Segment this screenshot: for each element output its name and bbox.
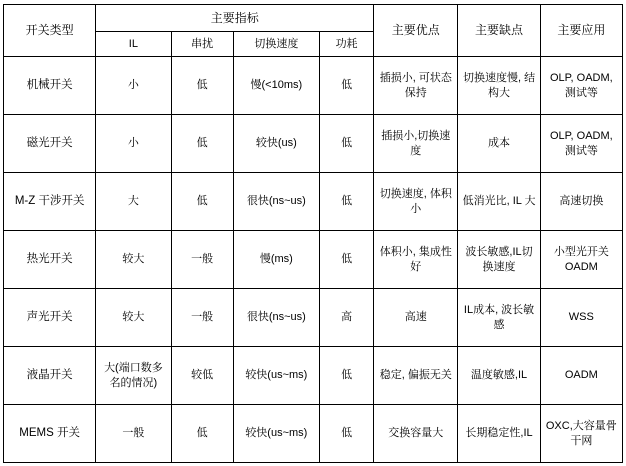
table-row	[4, 231, 623, 289]
cell-crosstalk: 低	[171, 115, 233, 173]
cell-il: 较大	[96, 231, 171, 289]
table-row	[4, 347, 623, 405]
table-row	[4, 405, 623, 463]
cell-speed: 慢(<10ms)	[233, 57, 319, 115]
cell-il: 较大	[96, 289, 171, 347]
cell-speed: 较快(us~ms)	[233, 405, 319, 463]
cell-application: OLP, OADM, 测试等	[540, 115, 622, 173]
cell-drawback: 低消光比, IL 大	[458, 173, 540, 231]
cell-crosstalk: 一般	[171, 289, 233, 347]
cell-power: 低	[319, 347, 373, 405]
header-switch-type: 开关类型	[4, 5, 96, 57]
cell-il: 大(端口数多名的情况)	[96, 347, 171, 405]
cell-drawback: 成本	[458, 115, 540, 173]
cell-application: 高速切换	[540, 173, 622, 231]
header-row-top	[4, 5, 623, 32]
cell-speed: 较快(us)	[233, 115, 319, 173]
cell-application: OXC,大容量骨干网	[540, 405, 622, 463]
header-il: IL	[96, 32, 171, 57]
cell-advantage: 插损小, 可状态保持	[374, 57, 458, 115]
header-main-drawback: 主要缺点	[458, 5, 540, 57]
cell-drawback: 切换速度慢, 结构大	[458, 57, 540, 115]
cell-crosstalk: 低	[171, 405, 233, 463]
cell-il: 小	[96, 115, 171, 173]
cell-switch-type: 热光开关	[4, 231, 96, 289]
cell-advantage: 高速	[374, 289, 458, 347]
table-header	[4, 5, 623, 57]
cell-switch-type: MEMS 开关	[4, 405, 96, 463]
cell-crosstalk: 较低	[171, 347, 233, 405]
cell-advantage: 切换速度, 体积小	[374, 173, 458, 231]
cell-drawback: IL成本, 波长敏感	[458, 289, 540, 347]
header-main-advantage: 主要优点	[374, 5, 458, 57]
cell-application: OLP, OADM, 测试等	[540, 57, 622, 115]
header-main-application: 主要应用	[540, 5, 622, 57]
cell-crosstalk: 一般	[171, 231, 233, 289]
comparison-table	[3, 4, 623, 463]
header-crosstalk: 串扰	[171, 32, 233, 57]
cell-power: 低	[319, 405, 373, 463]
cell-switch-type: 声光开关	[4, 289, 96, 347]
cell-crosstalk: 低	[171, 57, 233, 115]
table-body	[4, 57, 623, 463]
cell-speed: 很快(ns~us)	[233, 289, 319, 347]
table-row	[4, 173, 623, 231]
cell-switch-type: 磁光开关	[4, 115, 96, 173]
table-row	[4, 57, 623, 115]
cell-il: 大	[96, 173, 171, 231]
cell-power: 低	[319, 57, 373, 115]
cell-application: 小型光开关 OADM	[540, 231, 622, 289]
cell-application: OADM	[540, 347, 622, 405]
cell-switch-type: 液晶开关	[4, 347, 96, 405]
cell-speed: 很快(ns~us)	[233, 173, 319, 231]
cell-il: 一般	[96, 405, 171, 463]
cell-switch-type: 机械开关	[4, 57, 96, 115]
cell-power: 低	[319, 115, 373, 173]
cell-switch-type: M-Z 干涉开关	[4, 173, 96, 231]
cell-crosstalk: 低	[171, 173, 233, 231]
cell-speed: 慢(ms)	[233, 231, 319, 289]
cell-application: WSS	[540, 289, 622, 347]
cell-drawback: 温度敏感,IL	[458, 347, 540, 405]
cell-drawback: 波长敏感,IL切换速度	[458, 231, 540, 289]
header-power: 功耗	[319, 32, 373, 57]
cell-drawback: 长期稳定性,IL	[458, 405, 540, 463]
cell-advantage: 体积小, 集成性好	[374, 231, 458, 289]
cell-power: 高	[319, 289, 373, 347]
cell-il: 小	[96, 57, 171, 115]
table-row	[4, 289, 623, 347]
header-switch-speed: 切换速度	[233, 32, 319, 57]
header-main-metrics: 主要指标	[96, 5, 374, 32]
cell-power: 低	[319, 231, 373, 289]
cell-advantage: 稳定, 偏振无关	[374, 347, 458, 405]
table-row	[4, 115, 623, 173]
cell-advantage: 交换容量大	[374, 405, 458, 463]
cell-advantage: 插损小,切换速度	[374, 115, 458, 173]
cell-speed: 较快(us~ms)	[233, 347, 319, 405]
cell-power: 低	[319, 173, 373, 231]
